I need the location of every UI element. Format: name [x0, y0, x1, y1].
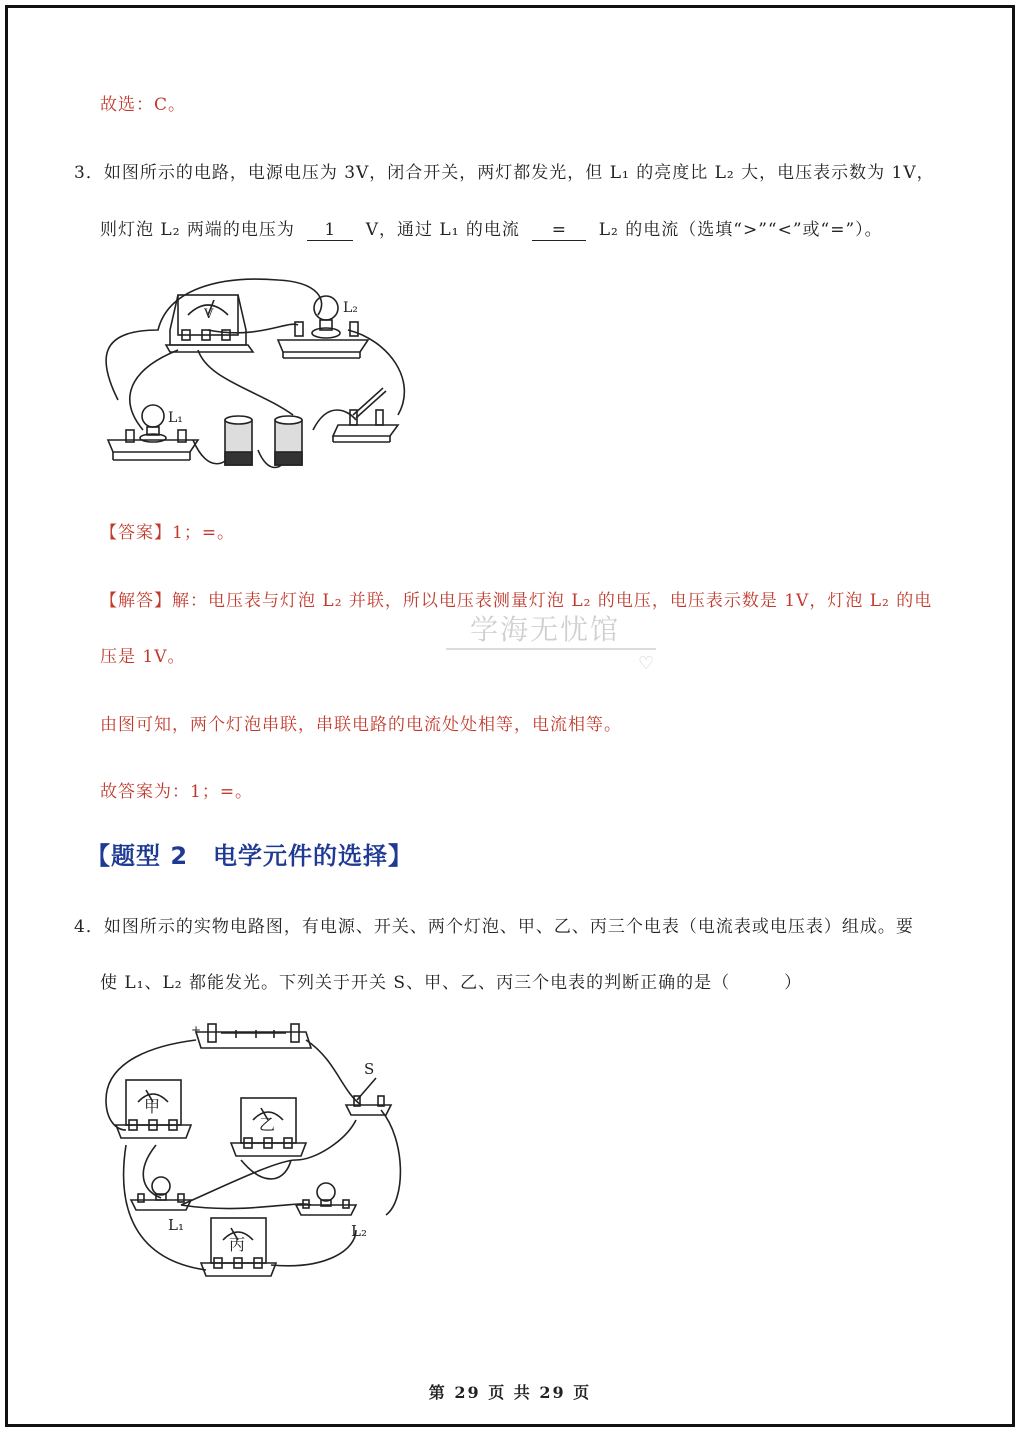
q3-final-answer: 故答案为：1；=。: [100, 782, 254, 802]
q4-lamp2-label: L₂: [351, 1222, 367, 1240]
section-heading: 【题型 2 电学元件的选择】: [86, 842, 414, 870]
q4-meter-bing-label: 丙: [229, 1235, 246, 1254]
q4-meter-jia-label: 甲: [144, 1097, 161, 1116]
heart-icon: ♡: [638, 653, 655, 674]
q3-solution-line2: 压是 1V。: [100, 647, 186, 667]
q4-meter-yi-label: 乙: [259, 1115, 276, 1134]
q3-text-line1: 3．如图所示的电路，电源电压为 3V，闭合开关，两灯都发光，但 L₁ 的亮度比 L₂ 大，电压表示数为 1V，: [74, 163, 935, 183]
q3-solution-line3: 由图可知，两个灯泡串联，串联电路的电流处处相等，电流相等。: [100, 715, 622, 735]
q4-switch-label: S: [364, 1060, 375, 1078]
watermark-text: 学海无忧馆: [470, 613, 621, 646]
q4-text-line2: 使 L₁、L₂ 都能发光。下列关于开关 S、甲、乙、丙三个电表的判断正确的是（ ）: [100, 973, 803, 993]
page-footer: 第 29 页 共 29 页: [428, 1383, 592, 1402]
q3-blank-voltage: 1: [307, 220, 353, 241]
q3-line2-pre: 则灯泡 L₂ 两端的电压为: [100, 220, 295, 240]
q4-text-line1: 4．如图所示的实物电路图，有电源、开关、两个灯泡、甲、乙、丙三个电表（电流表或电压表）组成。要: [74, 917, 914, 937]
q3-lamp1-label: L₁: [168, 410, 183, 426]
q3-blank-current: =: [532, 220, 586, 241]
q4-plus-sign: +: [191, 1023, 202, 1037]
previous-conclusion: 故选：C。: [100, 95, 187, 115]
q3-line2-post: L₂ 的电流（选填“>”“<”或“=”）。: [598, 220, 883, 240]
q3-text-line2: [100, 215, 883, 241]
q4-circuit-figure: [96, 1020, 406, 1290]
q4-lamp1-label: L₁: [168, 1216, 184, 1234]
q3-circuit-figure: [98, 270, 408, 475]
q3-lamp2-label: L₂: [343, 300, 358, 316]
q3-line2-mid: V，通过 L₁ 的电流: [365, 220, 520, 240]
q3-solution-line1: 【解答】解：电压表与灯泡 L₂ 并联，所以电压表测量灯泡 L₂ 的电压，电压表示数是 1V，灯泡 L₂ 的电: [100, 591, 933, 611]
document-page: [5, 5, 1015, 1427]
q3-meter-label: V: [204, 307, 214, 322]
watermark-underline: [446, 648, 656, 650]
q3-answer: 【答案】1；=。: [100, 523, 236, 543]
